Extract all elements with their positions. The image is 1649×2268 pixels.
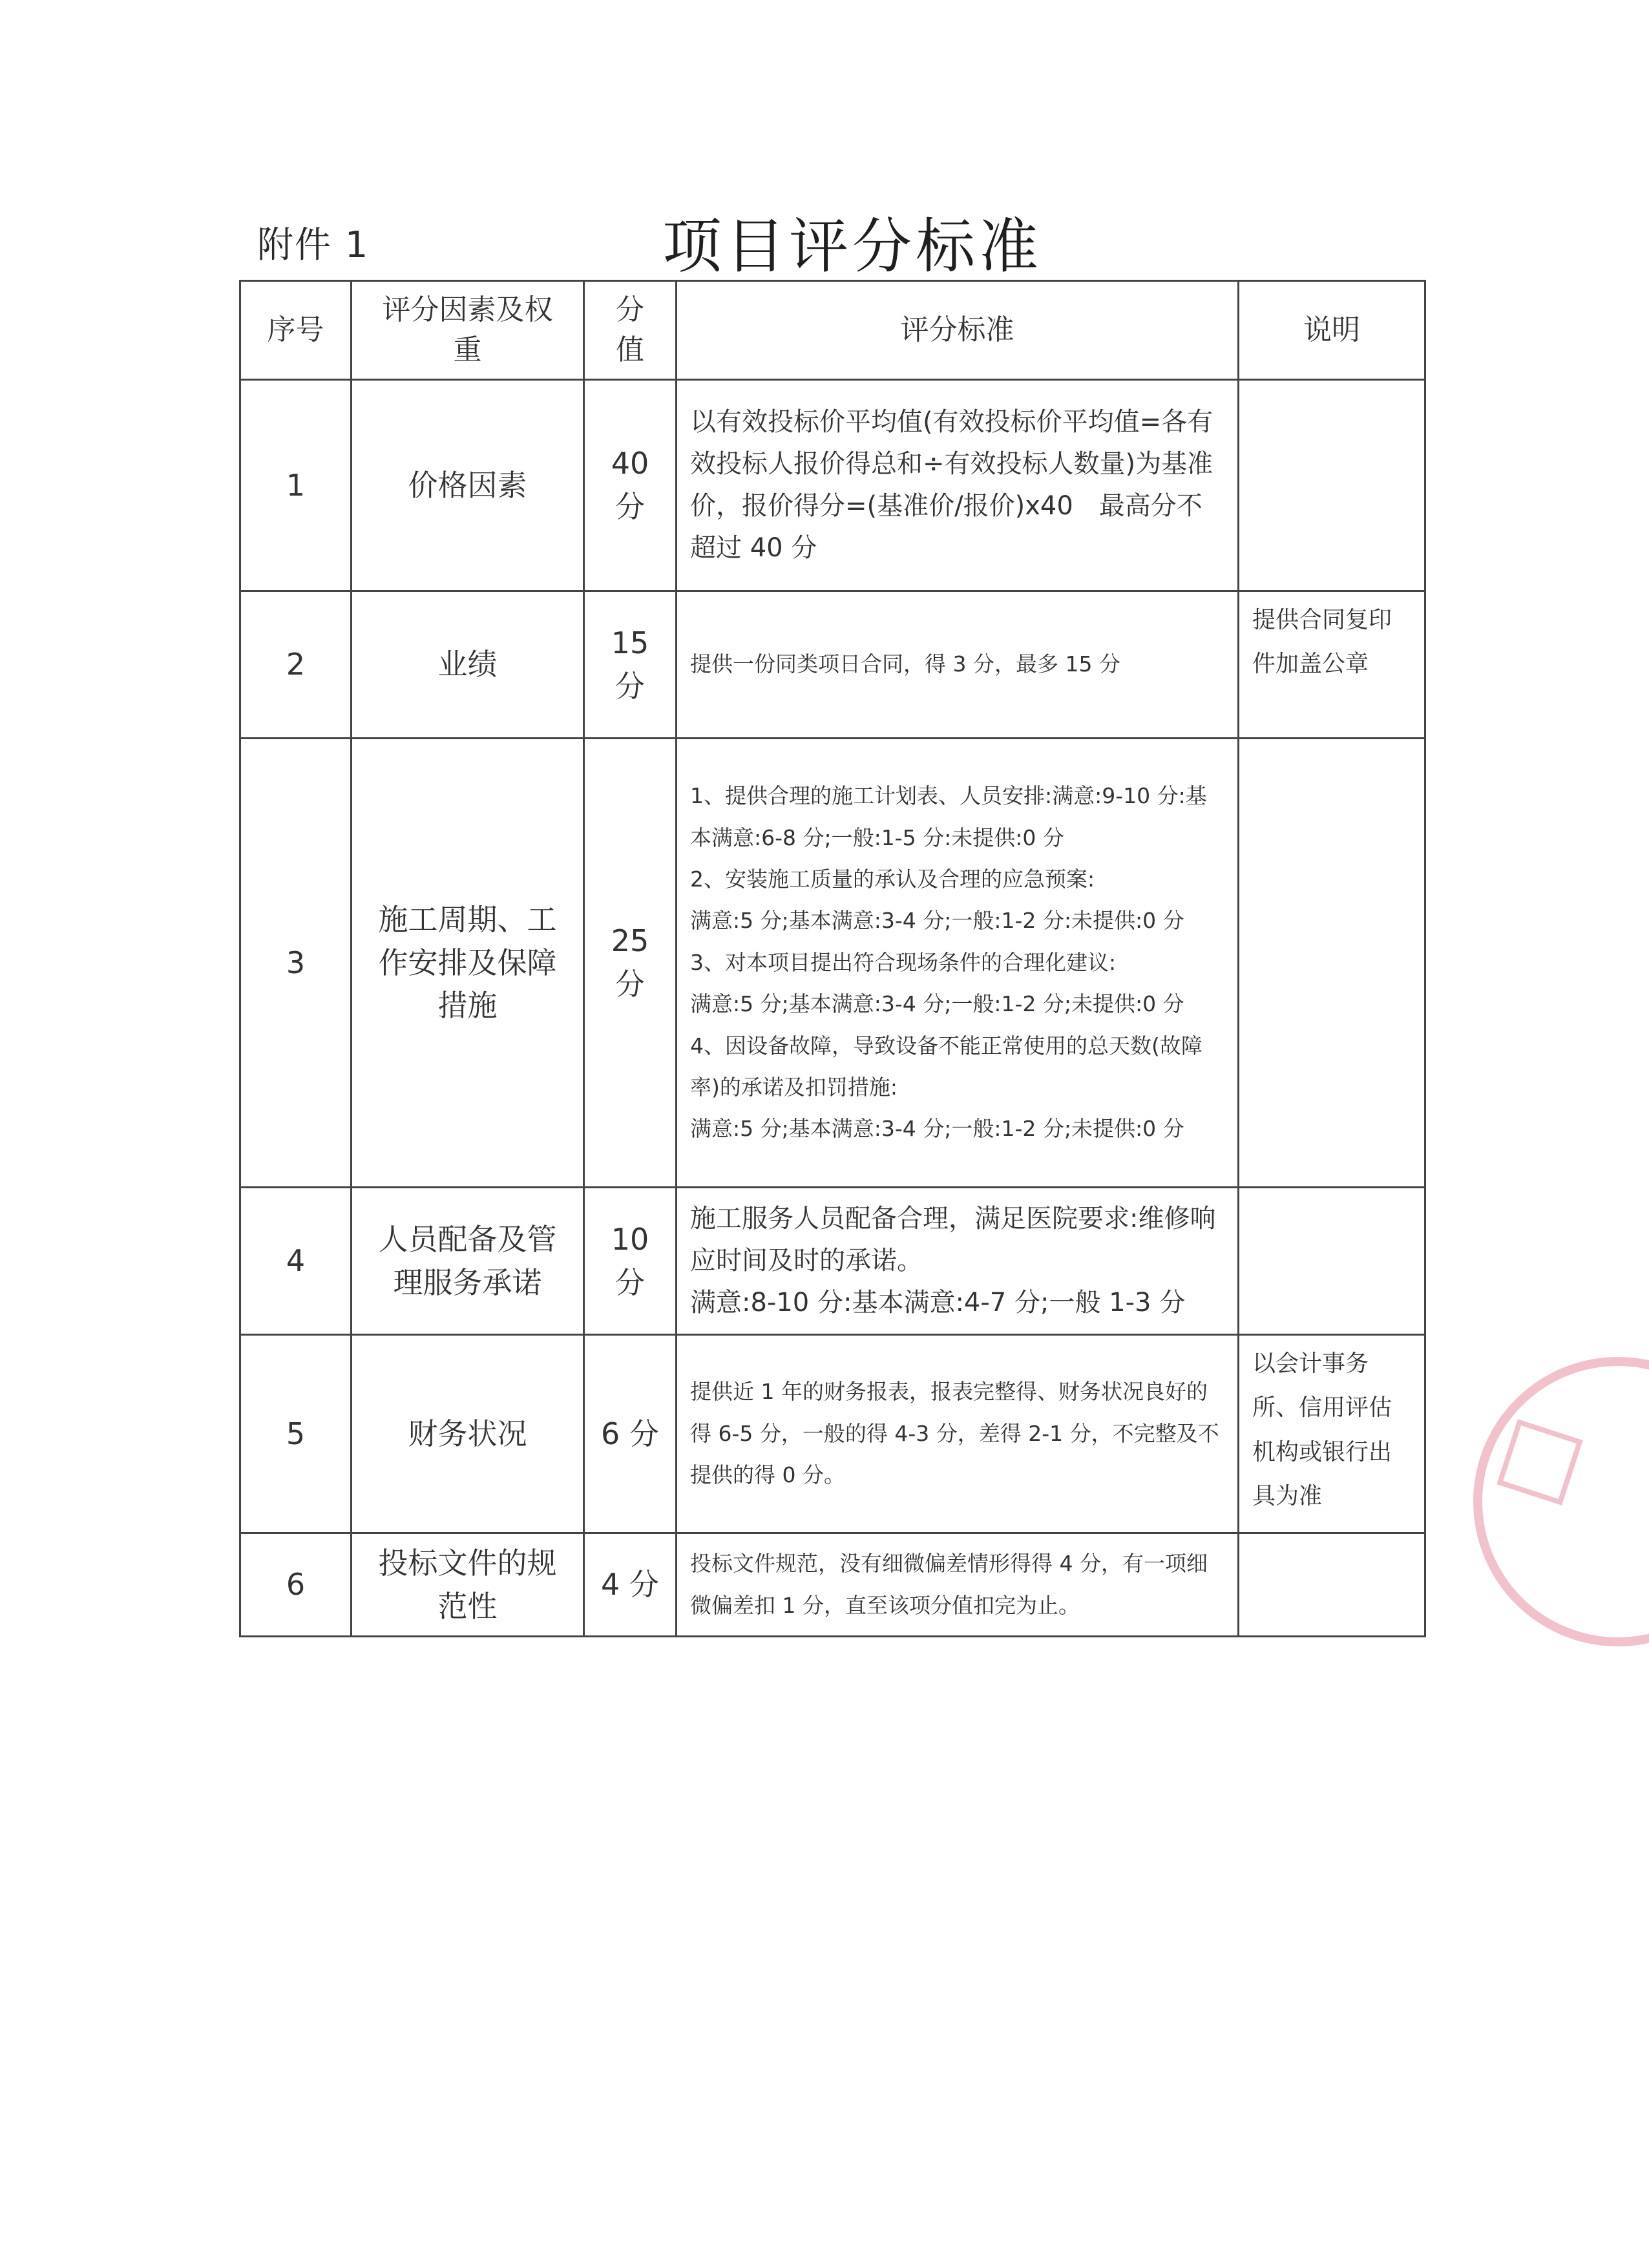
row-criteria (677, 739, 1239, 1188)
note-text: 提供合同复印件加盖公章 (1252, 607, 1392, 678)
criteria-line: 3、对本项目提出符合现场条件的合理化建议: (690, 949, 1117, 975)
row-score: 15分 (584, 591, 677, 739)
attachment-label: 附件 1 (257, 224, 370, 266)
row-note (1239, 1188, 1425, 1335)
scoring-table (239, 280, 1426, 1637)
row-factor: 投标文件的规范性 (352, 1533, 584, 1637)
row-criteria (677, 591, 1239, 739)
table-row (240, 591, 1425, 739)
row-score: 4 分 (584, 1533, 677, 1637)
criteria-line: 提供一份同类项日合同，得 3 分，最多 15 分 (690, 651, 1120, 677)
header-factor: 评分因素及权重 (352, 281, 584, 380)
table-row (240, 1188, 1425, 1335)
row-score: 6 分 (584, 1335, 677, 1533)
header-no: 序号 (240, 281, 352, 380)
row-note (1239, 1533, 1425, 1637)
row-factor: 价格因素 (352, 380, 584, 591)
row-factor: 财务状况 (352, 1335, 584, 1533)
row-no: 4 (240, 1188, 352, 1335)
criteria-line: 满意:5 分;基本满意:3-4 分;一般:1-2 分:未提供:0 分 (690, 908, 1184, 934)
criteria-line: 4、因设备故障，导致设备不能正常使用的总天数(故障率)的承诺及扣罚措施: (690, 1033, 1203, 1100)
criteria-line: 投标文件规范，没有细微偏差情形得得 4 分，有一项细微偏差扣 1 分，直至该项分值扣完为止。 (690, 1551, 1208, 1618)
table-row (240, 1533, 1425, 1637)
criteria-line: 2、安装施工质量的承认及合理的应急预案: (690, 866, 1095, 892)
row-no: 6 (240, 1533, 352, 1637)
criteria-line: 提供近 1 年的财务报表，报表完整得、财务状况良好的得 6-5 分，一般的得 4-3 分，差得 2-1 分，不完整及不提供的得 0 分。 (690, 1379, 1219, 1488)
row-no: 5 (240, 1335, 352, 1533)
note-text: 以会计事务所、信用评估机构或银行出具为准 (1252, 1350, 1392, 1510)
row-no: 3 (240, 739, 352, 1188)
row-factor: 施工周期、工作安排及保障措施 (352, 739, 584, 1188)
header-score: 分值 (584, 281, 677, 380)
page-title: 项目评分标准 (662, 212, 1043, 281)
table-header-row (240, 281, 1425, 380)
row-no: 2 (240, 591, 352, 739)
criteria-line: 施工服务人员配备合理，满足医院要求:维修响应时间及时的承诺。 (690, 1203, 1216, 1276)
row-note (1239, 380, 1425, 591)
row-criteria (677, 1188, 1239, 1335)
table-row (240, 1335, 1425, 1533)
header-note: 说明 (1239, 281, 1425, 380)
header-criteria: 评分标准 (677, 281, 1239, 380)
criteria-line: 满意:8-10 分:基本满意:4-7 分;一般 1-3 分 (690, 1288, 1186, 1318)
table-row (240, 380, 1425, 591)
row-note (1239, 739, 1425, 1188)
row-score: 10分 (584, 1188, 677, 1335)
row-criteria (677, 1335, 1239, 1533)
row-note (1239, 1335, 1425, 1533)
criteria-line: 满意:5 分;基本满意:3-4 分;一般:1-2 分;未提供:0 分 (690, 991, 1184, 1017)
row-factor: 业绩 (352, 591, 584, 739)
row-no: 1 (240, 380, 352, 591)
criteria-line: 以有效投标价平均值(有效投标价平均值=各有效投标人报价得总和÷有效投标人数量)为基准价，报价得分=(基准价/报价)x40 最高分不超过 40 分 (690, 406, 1213, 563)
row-score: 25分 (584, 739, 677, 1188)
criteria-line: 满意:5 分;基本满意:3-4 分;一般:1-2 分;未提供:0 分 (690, 1116, 1184, 1142)
row-note (1239, 591, 1425, 739)
row-factor: 人员配备及管理服务承诺 (352, 1188, 584, 1335)
criteria-line: 1、提供合理的施工计划表、人员安排:满意:9-10 分:基本满意:6-8 分;一般:1-5 分:未提供:0 分 (690, 783, 1207, 850)
row-criteria (677, 1533, 1239, 1637)
table-row (240, 739, 1425, 1188)
row-score: 40分 (584, 380, 677, 591)
row-criteria (677, 380, 1239, 591)
